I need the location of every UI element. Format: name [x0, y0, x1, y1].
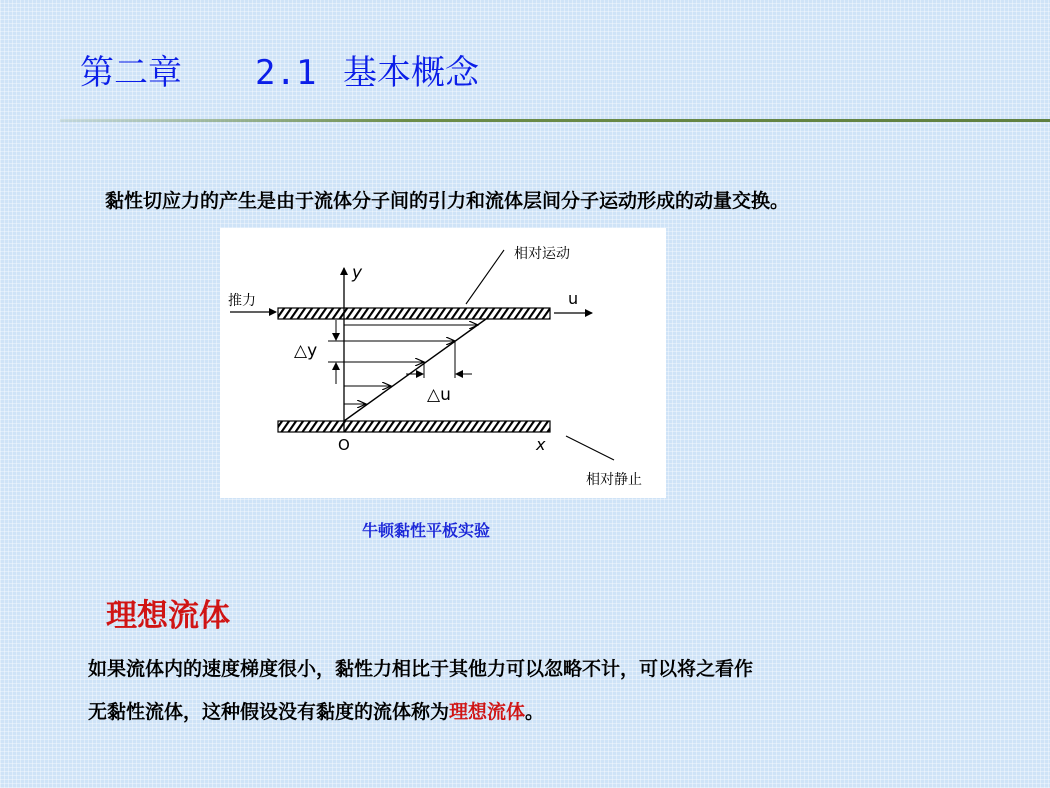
- figure-caption: 牛顿黏性平板实验: [362, 521, 491, 540]
- ideal-fluid-heading: 理想流体: [106, 598, 230, 634]
- title-divider: [60, 119, 1050, 122]
- push-force-label: 推力: [228, 293, 256, 309]
- ideal-fluid-line-1: 如果流体内的速度梯度很小，黏性力相比于其他力可以忽略不计，可以将之看作: [88, 658, 754, 680]
- relative-motion-label: 相对运动: [514, 246, 570, 262]
- ideal-fluid-line-2: [88, 697, 544, 724]
- ideal-fluid-line-2-suffix: 。: [525, 701, 545, 723]
- newton-viscosity-figure: [220, 228, 666, 498]
- delta-u-label: △u: [427, 385, 451, 405]
- u-label: u: [568, 289, 579, 308]
- chapter-label: 第二章: [80, 53, 182, 93]
- section-number: 2.1: [255, 53, 317, 93]
- section-title: 基本概念: [343, 53, 479, 93]
- ideal-fluid-line-2-prefix: 无黏性流体，这种假设没有黏度的流体称为: [88, 701, 450, 723]
- relative-motion-leader: [466, 250, 504, 304]
- ideal-fluid-term-highlight: 理想流体: [449, 701, 526, 723]
- slide-title: [80, 50, 479, 96]
- y-axis-label: y: [352, 263, 363, 283]
- origin-label: O: [338, 436, 350, 454]
- plate-experiment-diagram: [220, 228, 666, 498]
- relative-rest-leader: [566, 436, 614, 460]
- relative-rest-label: 相对静止: [586, 472, 642, 488]
- velocity-profile-line: [344, 319, 486, 421]
- bottom-plate: [278, 421, 550, 432]
- x-axis-label: x: [536, 435, 546, 454]
- delta-y-label: △y: [294, 341, 318, 361]
- top-plate: [278, 308, 550, 319]
- intro-text: 黏性切应力的产生是由于流体分子间的引力和流体层间分子运动形成的动量交换。: [105, 190, 790, 212]
